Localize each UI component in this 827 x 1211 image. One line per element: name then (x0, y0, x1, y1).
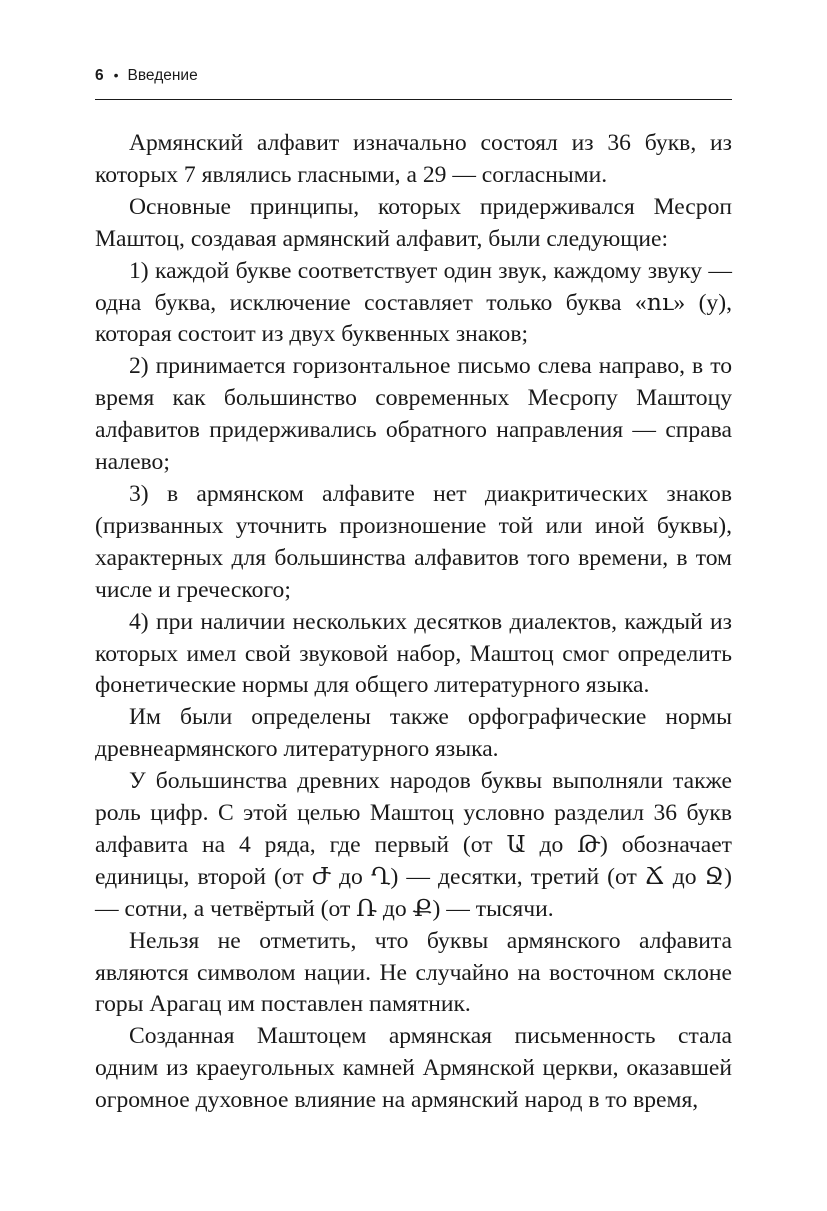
paragraph: 3) в армянском алфавите нет диакритических знаков (призванных уточнить произношение той или иной буквы), характерных для большинства алфавитов того времени, в том числе и греческого; (95, 480, 732, 603)
paragraph: Созданная Маштоцем армянская письменность стала одним из краеугольных камней Армянской церкви, оказавшей огромное духовное влияние на армянский народ в то время, (95, 1023, 732, 1114)
paragraph: 4) при наличии нескольких десятков диалектов, каждый из которых имел свой звуковой набор, Маштоц смог определить фонетические нормы для общего литературного языка. (95, 608, 732, 699)
paragraph: Им были определены также орфографические нормы древнеармянского литературного языка. (95, 704, 732, 763)
book-page (95, 62, 732, 1117)
header-rule (95, 99, 732, 100)
section-title: Введение (127, 67, 198, 84)
paragraph: Основные принципы, которых придерживался Месроп Маштоц, создавая армянский алфавит, были следующие: (95, 193, 732, 252)
paragraph: Армянский алфавит изначально состоял из 36 букв, из которых 7 являлись гласными, а 29 — согласными. (95, 130, 732, 188)
paragraph: 2) принимается горизонтальное письмо слева направо, в то время как большинство современных Месропу Маштоцу алфавитов придерживались обратного направления — справа налево; (95, 353, 732, 476)
running-head (95, 62, 732, 89)
page-number: 6 (95, 67, 104, 84)
body-text (95, 128, 732, 1117)
paragraph: Нельзя не отметить, что буквы армянского алфавита являются символом нации. Не случайно на восточном склоне горы Арагац им поставлен памятник. (95, 927, 732, 1018)
header-separator: • (113, 67, 119, 83)
paragraph: У большинства древних народов буквы выполняли также роль цифр. С этой целью Маштоц условно разделил 36 букв алфавита на 4 ряда, где первый (от Ա до Թ) обозначает единицы, второй (от Ժ до Ղ) — десятки, третий (от Ճ до Ջ) — сотни, а четвёртый (от Ռ до Ք) — тысячи. (95, 768, 732, 922)
paragraph: 1) каждой букве соответствует один звук, каждому звуку — одна буква, исключение составляет только буква «ու» (у), которая состоит из двух буквенных знаков; (95, 257, 732, 348)
